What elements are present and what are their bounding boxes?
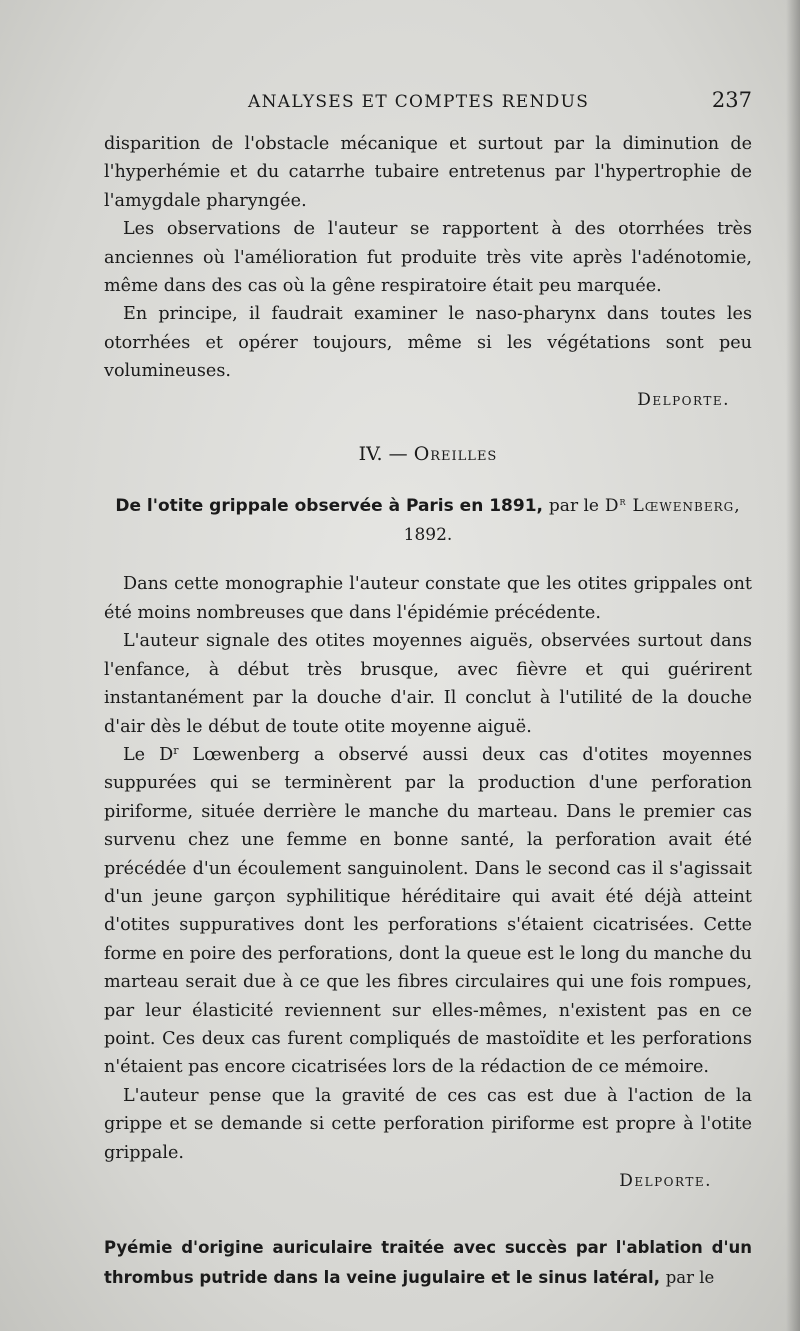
signature: Delporte. [619, 1171, 712, 1191]
article-title-text: De l'otite grippale observée à Paris en 1891, [115, 496, 543, 517]
doctor-abbrev-sup: r [619, 495, 627, 509]
section-number: IV. — [358, 443, 408, 466]
page-body [104, 130, 752, 1293]
doctor-abbrev: D [604, 496, 620, 517]
article-byline: par le [665, 1268, 715, 1288]
article-title-text: Pyémie d'origine auriculaire traitée avec succès par l'ablation d'un thrombus putride dans la veine jugulaire et le sinus latéral, [104, 1238, 752, 1288]
running-head: ANALYSES ET COMPTES RENDUS [248, 92, 590, 112]
paragraph: L'auteur pense que la gravité de ces cas est due à l'action de la grippe et se demande si cette perforation piriforme est propre à l'otite grippale. [104, 1085, 752, 1163]
page-number: 237 [711, 88, 752, 112]
paragraph: L'auteur signale des otites moyennes aiguës, observées surtout dans l'enfance, à début très brusque, avec fièvre et qui guérirent instantanément par la douche d'air. Il conclut à l'utilité de la douche d'air dès le début de toute otite moyenne aiguë. [104, 631, 752, 737]
paragraph: Dans cette monographie l'auteur constate que les otites grippales ont été moins nombreuses que dans l'épidémie précédente. [104, 574, 752, 623]
section-title: Oreilles [413, 443, 498, 466]
paragraph [104, 741, 752, 1082]
article-author: Lœwenberg, [632, 496, 741, 517]
article-title [104, 1233, 752, 1293]
paragraph-continued: disparition de l'obstacle mécanique et surtout par la diminution de l'hyperhémie et du catarrhe tubaire entretenus par l'hypertrophie de l'amygdale pharyngée. [104, 134, 752, 211]
doctor-abbrev-sup: r [173, 743, 179, 757]
paragraph-start: Le D [123, 744, 174, 765]
section-heading [104, 440, 752, 468]
signature: Delporte. [637, 389, 730, 410]
article-title [104, 492, 752, 550]
paragraph-rest: Lœwenberg a observé aussi deux cas d'otites moyennes suppurées qui se terminèrent par la production d'une perforation piriforme, située derrière le manche du marteau. Dans le premier cas survenu chez une femme en bonne santé, la perforation avait été précédée d'un écoulement sanguinolent. Dans le second cas il s'agissait d'un jeune garçon syphilitique héréditaire qui avait été déjà atteint d'otites suppuratives dont les perforations s'étaient cicatrisées. Cette forme en poire des perforations, dont la queue est le long du manche du marteau serait due à ce que les fibres circulaires qui une fois rompues, par leur élasticité reviennent sur elles-mêmes, n'existent pas en ce point. Ces deux cas furent compliqués de mastoïdite et les perforations n'étaient pas encore cicatrisées lors de la rédaction de ce mémoire. [104, 744, 753, 1078]
page-gutter-shadow [786, 0, 800, 1331]
article-byline: par le [548, 496, 599, 517]
page-header [110, 88, 752, 118]
paragraph: En principe, il faudrait examiner le naso-pharynx dans toutes les otorrhées et opérer toujours, même si les végétations sont peu volumineuses. [104, 304, 752, 382]
paragraph: Les observations de l'auteur se rapportent à des otorrhées très anciennes où l'amélioration fut produite très vite après l'adénotomie, même dans des cas où la gêne respiratoire était peu marquée. [104, 219, 752, 297]
article-year: 1892. [403, 525, 453, 546]
